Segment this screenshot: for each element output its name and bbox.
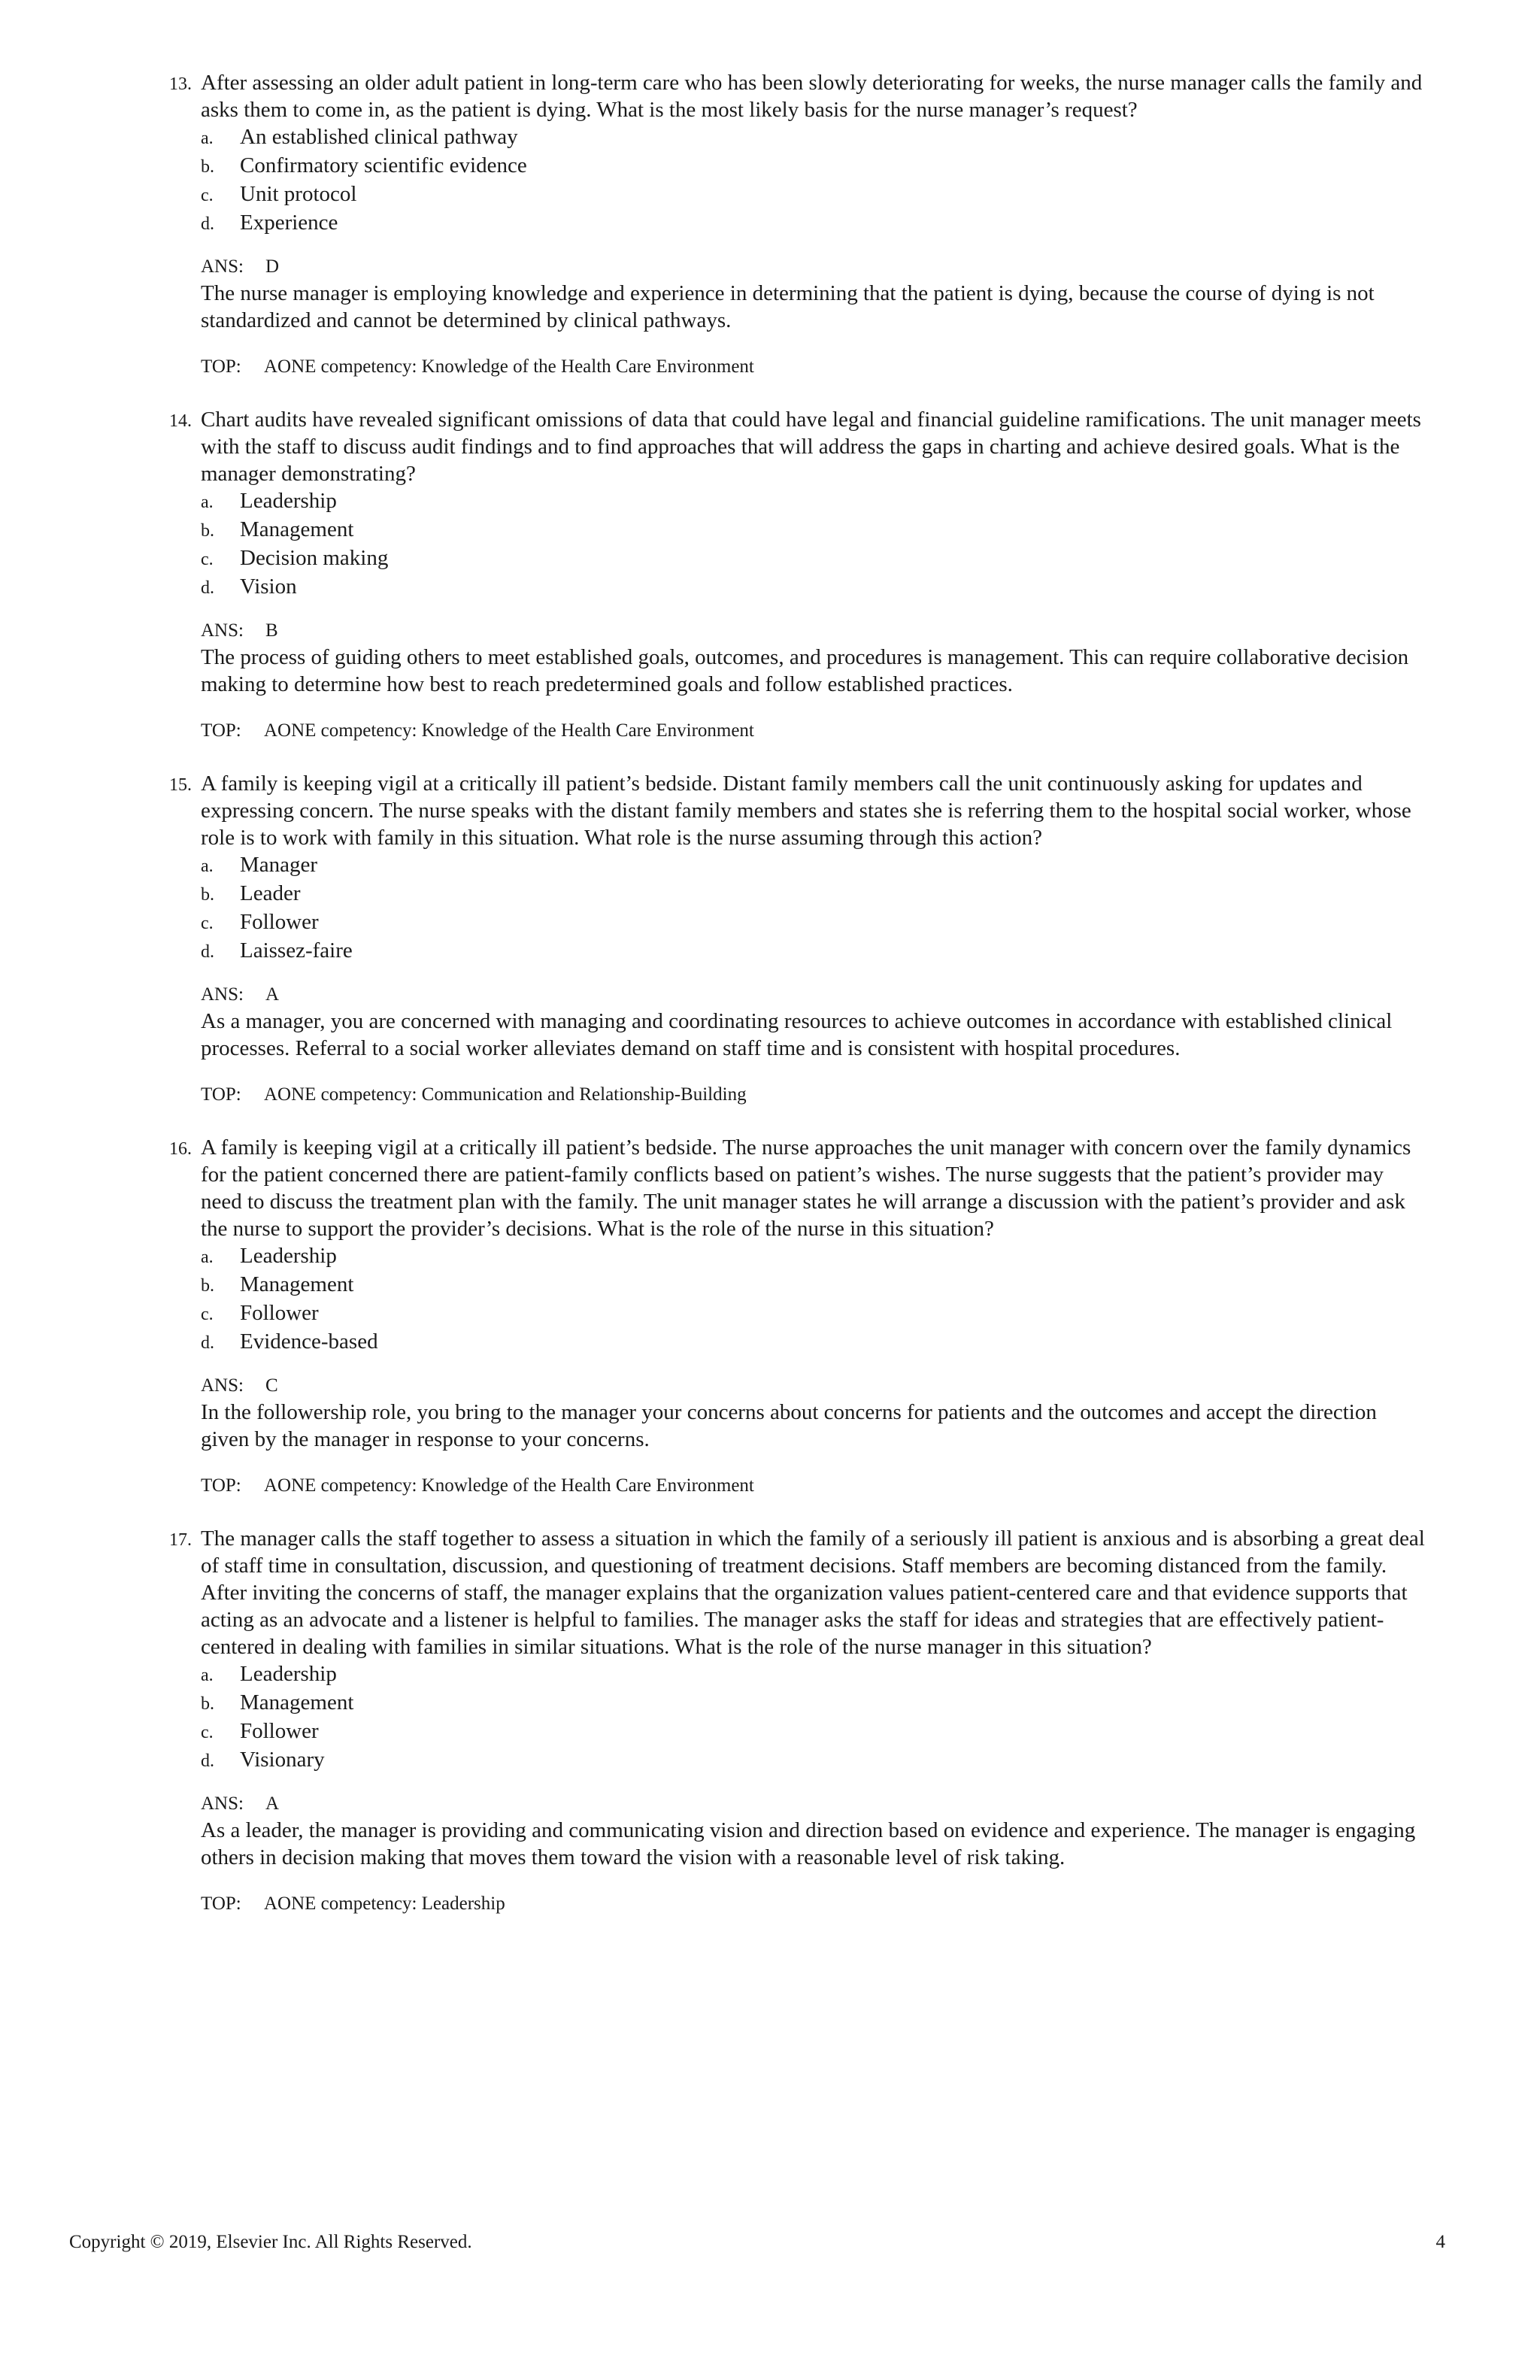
topic-text: AONE competency: Knowledge of the Health Care Environment [264,1475,754,1496]
answer-block [201,1791,1425,1871]
topic-line [201,1083,1425,1107]
choice-text: Follower [240,1719,319,1743]
choice-item [201,487,1425,516]
answer-label: ANS: [201,620,244,641]
topic-line [201,719,1425,743]
answer-line [201,618,1425,644]
choice-text: Follower [240,1301,319,1325]
answer-choices [201,123,1425,238]
choice-item [201,1689,1425,1718]
choice-letter: b. [201,885,214,905]
question-item [154,69,1425,379]
choice-item [201,1299,1425,1328]
answer-key: A [265,1793,280,1814]
topic-line [201,355,1425,379]
topic-label: TOP: [201,1475,241,1496]
question-number: 14. [169,411,192,431]
page-number: 4 [1435,2232,1445,2252]
question-stem: After assessing an older adult patient in long-term care who has been slowly deteriorating for weeks, the nurse manager calls the family and asks them to come in, as the patient is dying. What is the most likely basis for the nurse manager’s request? [201,71,1423,122]
choice-letter: a. [201,1666,214,1685]
choice-item [201,180,1425,209]
choice-text: Follower [240,910,319,934]
choice-text: Manager [240,853,318,877]
question-number: 15. [169,775,192,795]
answer-choices [201,1242,1425,1357]
copyright-notice: Copyright © 2019, Elsevier Inc. All Rights Reserved. [69,2232,472,2252]
choice-letter: a. [201,129,214,148]
question-list [154,69,1425,1943]
answer-label: ANS: [201,256,244,277]
choice-text: Management [240,1272,354,1296]
choice-text: Leadership [240,1244,337,1268]
choice-text: Vision [240,575,297,599]
choice-text: Visionary [240,1748,325,1772]
question-stem: A family is keeping vigil at a critically ill patient’s bedside. Distant family members call the unit continuously asking for updates and expressing concern. The nurse speaks with the distant family members and states she is referring them to the hospital social worker, whose role is to work with family in this situation. What role is the nurse assuming through this action? [201,772,1411,850]
answer-block [201,618,1425,698]
choice-text: Management [240,1690,354,1715]
answer-label: ANS: [201,1793,244,1814]
answer-line [201,982,1425,1008]
topic-text: AONE competency: Knowledge of the Health Care Environment [264,720,754,741]
choice-letter: d. [201,1333,214,1353]
answer-line [201,254,1425,280]
choice-letter: d. [201,578,214,598]
question-number: 17. [169,1530,192,1550]
question-stem: A family is keeping vigil at a critically ill patient’s bedside. The nurse approaches the unit manager with concern over the family dynamics for the patient concerned there are patient-family conflicts based on patient’s wishes. The nurse suggests that the patient’s provider may need to discuss the treatment plan with the family. The unit manager states he will arrange a discussion with the patient’s provider and ask the nurse to support the provider’s decisions. What is the role of the nurse in this situation? [201,1135,1411,1241]
question-item [154,406,1425,743]
answer-line [201,1791,1425,1817]
choice-text: Laissez-faire [240,938,353,963]
answer-block [201,254,1425,334]
answer-rationale: As a leader, the manager is providing and communicating vision and direction based on evidence and experience. The manager is engaging others in decision making that moves them toward the vision with a reasonable level of risk taking. [201,1818,1416,1869]
page-footer [69,2230,1445,2254]
choice-item [201,209,1425,238]
answer-choices [201,1660,1425,1775]
choice-letter: c. [201,1723,214,1742]
topic-label: TOP: [201,1893,241,1914]
answer-key: C [265,1375,278,1396]
choice-item [201,1271,1425,1299]
answer-label: ANS: [201,984,244,1005]
choice-letter: b. [201,521,214,541]
topic-label: TOP: [201,1084,241,1105]
question-item [154,770,1425,1107]
choice-item [201,1328,1425,1357]
choice-letter: a. [201,1248,214,1267]
choice-text: Management [240,517,354,541]
answer-block [201,982,1425,1062]
choice-item [201,937,1425,966]
answer-rationale: In the followership role, you bring to the manager your concerns about concerns for patients and the outcomes and accept the direction given by the manager in response to your concerns. [201,1400,1377,1451]
choice-letter: a. [201,856,214,876]
answer-line [201,1373,1425,1399]
choice-text: Decision making [240,546,389,570]
answer-block [201,1373,1425,1453]
question-number: 13. [169,74,192,94]
answer-choices [201,487,1425,602]
question-stem: Chart audits have revealed significant omissions of data that could have legal and financial guideline ramifications. The unit manager meets with the staff to discuss audit findings and to find approaches that will address the gaps in charting and achieve desired goals. What is the manager demonstrating? [201,408,1421,486]
choice-letter: c. [201,1305,214,1324]
topic-text: AONE competency: Knowledge of the Health Care Environment [264,356,754,377]
choice-item [201,573,1425,602]
choice-text: Confirmatory scientific evidence [240,153,527,177]
answer-key: D [265,256,280,277]
choice-text: Evidence-based [240,1329,378,1354]
choice-letter: a. [201,493,214,512]
answer-label: ANS: [201,1375,244,1396]
topic-text: AONE competency: Communication and Relationship-Building [264,1084,747,1105]
answer-key: B [265,620,278,641]
answer-rationale: The process of guiding others to meet established goals, outcomes, and procedures is management. This can require collaborative decision making to determine how best to reach predetermined goals and follow established practices. [201,645,1409,696]
choice-item [201,123,1425,152]
choice-text: Leader [240,881,301,905]
topic-label: TOP: [201,720,241,741]
choice-text: Leadership [240,1662,337,1686]
choice-item [201,908,1425,937]
answer-key: A [265,984,280,1005]
question-number: 16. [169,1139,192,1159]
choice-item [201,152,1425,180]
choice-letter: b. [201,157,214,177]
choice-item [201,880,1425,908]
choice-item [201,544,1425,573]
topic-text: AONE competency: Leadership [264,1893,505,1914]
choice-item [201,1718,1425,1746]
answer-rationale: As a manager, you are concerned with managing and coordinating resources to achieve outcomes in accordance with established clinical processes. Referral to a social worker alleviates demand on staff time and is consistent with hospital procedures. [201,1009,1393,1060]
choice-item [201,516,1425,544]
choice-text: Leadership [240,489,337,513]
choice-text: An established clinical pathway [240,125,518,149]
topic-line [201,1474,1425,1498]
choice-letter: d. [201,214,214,234]
choice-letter: c. [201,550,214,569]
choice-letter: c. [201,186,214,205]
choice-letter: b. [201,1276,214,1296]
answer-choices [201,851,1425,966]
choice-letter: d. [201,1751,214,1771]
topic-label: TOP: [201,356,241,377]
choice-letter: b. [201,1694,214,1714]
choice-text: Unit protocol [240,182,357,206]
choice-item [201,1242,1425,1271]
question-item [154,1134,1425,1498]
topic-line [201,1892,1425,1916]
choice-item [201,1660,1425,1689]
choice-item [201,1746,1425,1775]
question-stem: The manager calls the staff together to assess a situation in which the family of a seriously ill patient is anxious and is absorbing a great deal of staff time in consultation, discussion, and questioning of treatment decisions. Staff members are becoming distanced from the family. After inviting the concerns of staff, the manager explains that the organization values patient-centered care and that evidence supports that acting as an advocate and a listener is helpful to families. The manager asks the staff for ideas and strategies that are effectively patient-centered in dealing with families in similar situations. What is the role of the nurse manager in this situation? [201,1527,1425,1659]
answer-rationale: The nurse manager is employing knowledge and experience in determining that the patient is dying, because the course of dying is not standardized and cannot be determined by clinical pathways. [201,281,1375,332]
choice-letter: c. [201,914,214,933]
choice-text: Experience [240,211,338,235]
question-item [154,1525,1425,1916]
choice-item [201,851,1425,880]
choice-letter: d. [201,942,214,962]
